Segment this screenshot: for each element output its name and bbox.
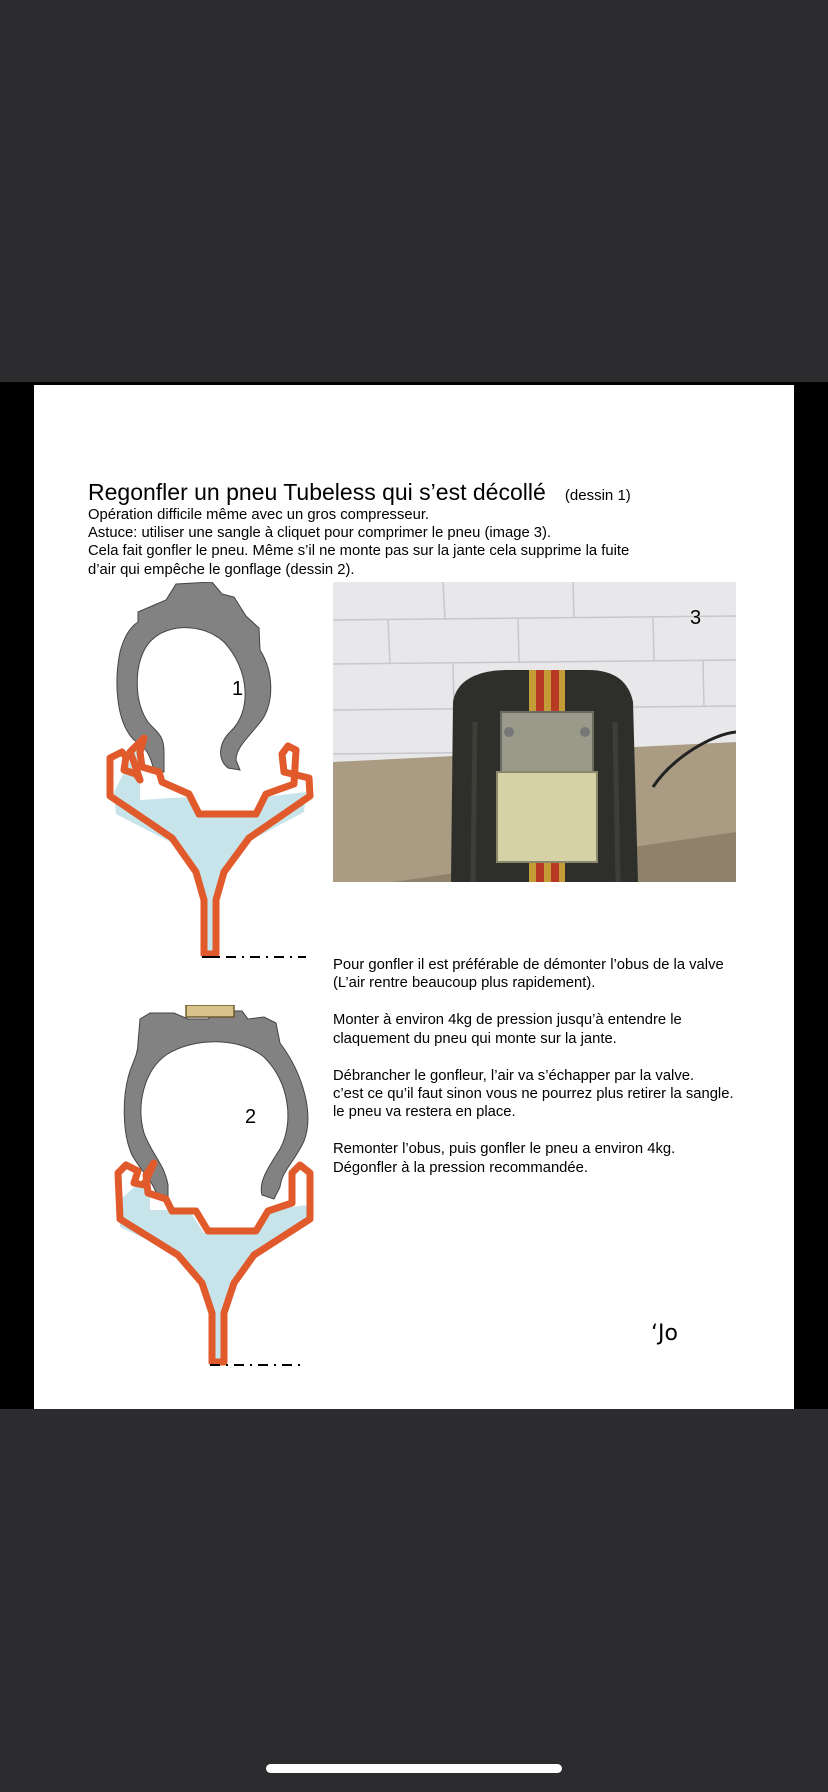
step-line: Dégonfler à la pression recommandée.	[333, 1159, 588, 1176]
step-line: Débrancher le gonfleur, l’air va s’échapper par la valve.	[333, 1067, 695, 1084]
step-paragraph	[333, 1067, 763, 1122]
step-line: c’est ce qu’il faut sinon vous ne pourrez plus retirer la sangle.	[333, 1086, 734, 1103]
diagram-1-label: 1	[232, 678, 244, 700]
instructions	[333, 956, 763, 1196]
step-line: le pneu va restera en place.	[333, 1104, 516, 1121]
home-indicator[interactable]	[266, 1764, 562, 1773]
step-line: claquement du pneu qui monte sur la jante.	[333, 1030, 617, 1047]
ratchet-strap-photo	[333, 582, 736, 882]
photo-label: 3	[690, 607, 702, 629]
strap-block	[186, 1005, 234, 1017]
page-title	[88, 479, 631, 506]
step-line: Pour gonfler il est préférable de démonter l’obus de la valve	[333, 957, 724, 973]
step-paragraph	[333, 956, 763, 992]
step-paragraph	[333, 1011, 763, 1047]
step-line: Monter à environ 4kg de pression jusqu’à entendre le	[333, 1012, 682, 1029]
tire-diagram-1	[104, 582, 314, 972]
tire-diagram-2	[104, 1005, 314, 1375]
step-line: (L’air rentre beaucoup plus rapidement).	[333, 975, 596, 992]
document-page	[34, 385, 794, 1409]
title-note: (dessin 1)	[564, 487, 631, 504]
step-line: Remonter l’obus, puis gonfler le pneu a environ 4kg.	[333, 1141, 676, 1158]
author-signature: ‘Jo	[651, 1321, 678, 1346]
step-paragraph	[333, 1140, 763, 1176]
intro-line: d’air qui empêche le gonflage (dessin 2).	[88, 561, 355, 578]
intro-line: Astuce: utiliser une sangle à cliquet pour comprimer le pneu (image 3).	[88, 525, 552, 542]
rim-air-area	[114, 742, 306, 952]
title-text: Regonfler un pneu Tubeless qui s’est décollé	[88, 479, 546, 505]
intro-line: Opération difficile même avec un gros compresseur.	[88, 507, 430, 523]
diagram-2-label: 2	[245, 1106, 257, 1128]
intro-paragraph	[88, 506, 708, 579]
intro-line: Cela fait gonfler le pneu. Même s’il ne monte pas sur la jante cela supprime la fuite	[88, 543, 630, 560]
